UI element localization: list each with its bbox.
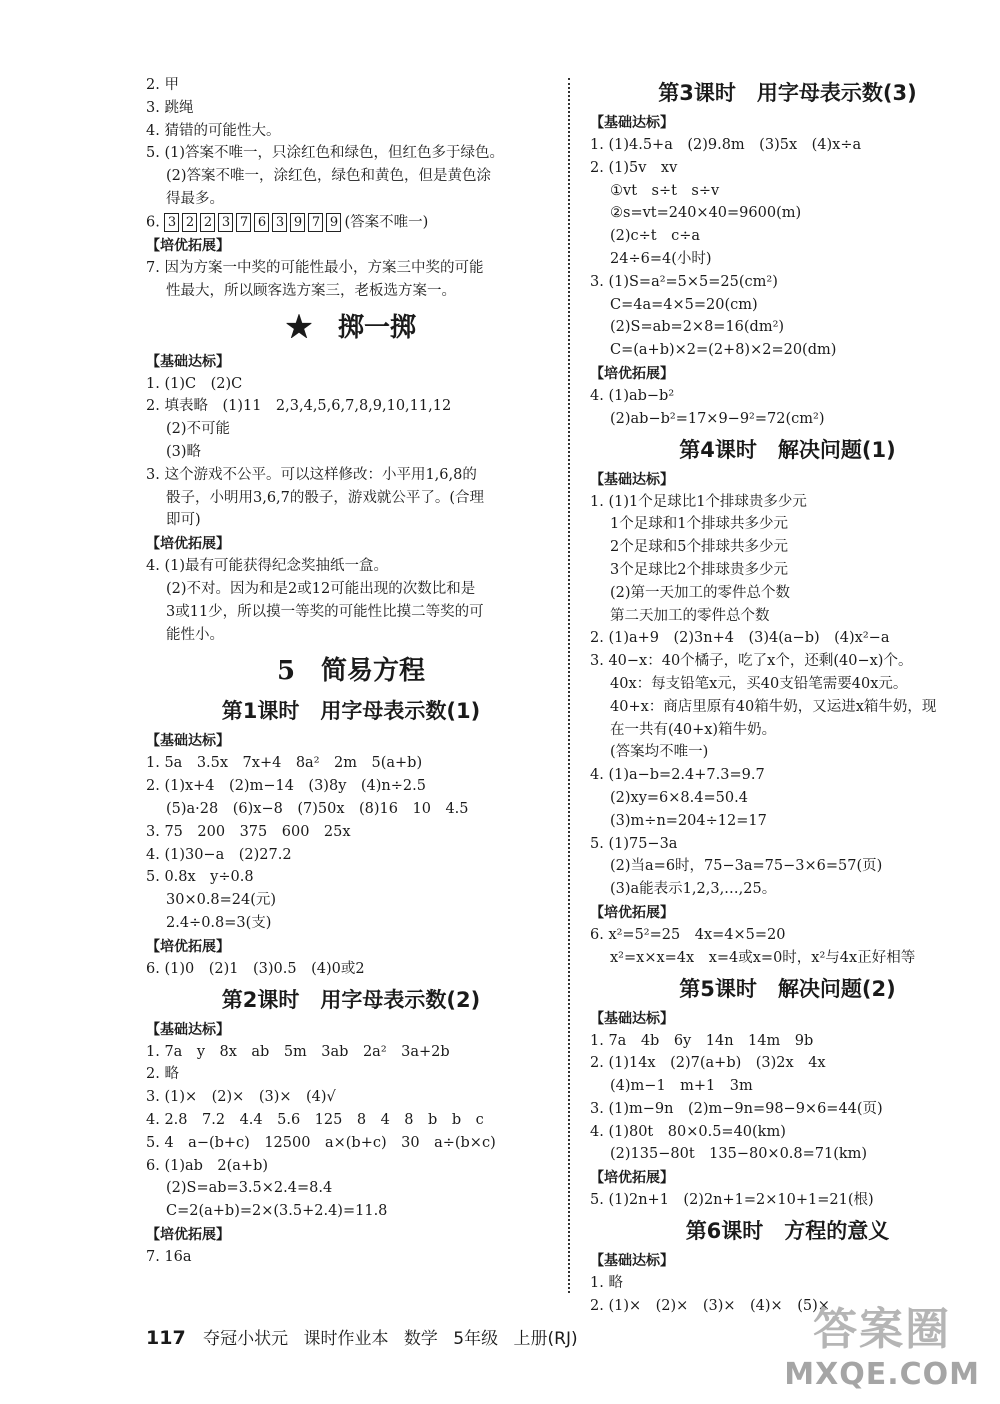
answer-line: (2)135−80t 135−80×0.8=71(km) [610, 1146, 868, 1163]
answer-line: (2)不对。因为和是2或12可能出现的次数比和是 [166, 580, 476, 597]
section-label: 【基础达标】 [590, 115, 674, 131]
answer-line: 6. (1)0 (2)1 (3)0.5 (4)0或2 [146, 960, 365, 977]
answer-line: 6. (1)ab 2(a+b) [146, 1157, 269, 1174]
answer-line: 2. (1)× (2)× (3)× (4)× (5)× [590, 1297, 830, 1314]
answer-line: 40x：每支铅笔x元，买40支铅笔需要40x元。 [610, 675, 908, 692]
subject: 数学 [403, 1329, 438, 1349]
answer-line: 5. 4 a−(b+c) 12500 a×(b+c) 30 a÷(b×c) [146, 1134, 496, 1151]
section-label: 【培优拓展】 [146, 536, 230, 553]
answer-line: 5. (1)75−3a [590, 835, 678, 852]
section-label: 【培优拓展】 [590, 1170, 674, 1187]
answer-line: (2)xy=6×8.4=50.4 [610, 789, 748, 806]
answer-line: 6. x²=5²=25 4x=4×5=20 [590, 926, 786, 943]
answer-line: 性最大，所以顾客选方案三，老板选方案一。 [166, 282, 456, 299]
digit-box: 3 [218, 213, 233, 232]
answer-line: (5)a·28 (6)x−8 (7)50x (8)16 10 4.5 [166, 800, 469, 817]
answer-line: 第二天加工的零件总个数 [610, 607, 770, 624]
answer-line: (3)a能表示1,2,3,…,25。 [610, 881, 777, 898]
answer-line: 4. (1)ab−b² [590, 387, 675, 404]
answer-line: (2)答案不唯一，涂红色，绿色和黄色，但是黄色涂 [166, 168, 492, 185]
digit-box: 2 [200, 213, 215, 232]
answer-line: 4. (1)30−a (2)27.2 [146, 846, 292, 863]
answer-line: (2)不可能 [166, 421, 231, 438]
answer-line: 2. 甲 [146, 77, 179, 93]
watermark-text: 答案圈 [813, 1304, 952, 1355]
volume: 上册(RJ) [513, 1329, 578, 1349]
section-label: 【培优拓展】 [146, 1226, 230, 1243]
answer-line: (2)c÷t c÷a [610, 228, 701, 245]
section-label: 【培优拓展】 [590, 904, 674, 921]
section-label: 【基础达标】 [590, 1253, 674, 1270]
answer-line: 得最多。 [166, 190, 224, 207]
answer-line: 3. 75 200 375 600 25x [146, 823, 351, 840]
answer-line: (2)当a=6时，75−3a=75−3×6=57(页) [610, 858, 883, 875]
column-divider [568, 78, 570, 1293]
answer-line: 1. (1)C (2)C [146, 375, 243, 392]
answer-line: C=(a+b)×2=(2+8)×2=20(dm) [610, 342, 837, 359]
book-name: 课时作业本 [303, 1329, 389, 1349]
answer-line: 3. 这个游戏不公平。可以这样修改：小平用1,6,8的 [146, 466, 477, 483]
answer-line: 4. (1)a−b=2.4+7.3=9.7 [590, 767, 765, 784]
answer-line: 4. 猜错的可能性大。 [146, 122, 281, 139]
left-column [146, 74, 556, 1269]
answer-line: 4. (1)最有可能获得纪念奖抽纸一盒。 [146, 558, 388, 575]
answer-line: 1. 7a 4b 6y 14n 14m 9b [590, 1032, 814, 1049]
answer-line: (4)m−1 m+1 3m [610, 1078, 753, 1095]
answer-line: 5. (1)答案不唯一，只涂红色和绿色，但红色多于绿色。 [146, 145, 504, 162]
answer-line: 3. (1)m−9n (2)m−9n=98−9×6=44(页) [590, 1100, 883, 1117]
answer-note: (答案不唯一) [344, 214, 429, 231]
answer-line: 2个足球和5个排球共多少元 [610, 539, 788, 556]
digit-box: 9 [290, 213, 305, 232]
answer-line: C=2(a+b)=2×(3.5+2.4)=11.8 [166, 1203, 388, 1220]
answer-line: 能性小。 [166, 626, 224, 643]
answer-line: (2)第一天加工的零件总个数 [610, 584, 791, 601]
answer-line: 在一共有(40+x)箱牛奶。 [610, 721, 777, 738]
answer-line: 4. (1)80t 80×0.5=40(km) [590, 1123, 786, 1140]
answer-line: (2)ab−b²=17×9−9²=72(cm²) [610, 410, 825, 427]
answer-line: 骰子，小明用3,6,7的骰子，游戏就公平了。(合理 [166, 489, 485, 506]
section-label: 【基础达标】 [146, 733, 230, 750]
answer-line: 2. 填表略 (1)11 2,3,4,5,6,7,8,9,10,11,12 [146, 398, 452, 415]
answer-line: 40+x：商店里原有40箱牛奶，又运进x箱牛奶，现 [610, 698, 937, 715]
answer-line: (2)S=ab=3.5×2.4=8.4 [166, 1180, 333, 1197]
lesson-heading: 第2课时 用字母表示数(2) [221, 987, 481, 1012]
lesson-heading: 第4课时 解决问题(1) [679, 437, 896, 462]
answer-line: 1. 7a y 8x ab 5m 3ab 2a² 3a+2b [146, 1043, 450, 1060]
watermark-logo [784, 1293, 980, 1392]
digit-box: 3 [164, 213, 179, 232]
digit-box: 7 [236, 213, 251, 232]
answer-line: (3)略 [166, 443, 202, 460]
answer-line: 2. (1)x+4 (2)m−14 (3)8y (4)n÷2.5 [146, 778, 426, 795]
section-label: 【培优拓展】 [146, 237, 230, 254]
digit-box: 6 [254, 213, 269, 232]
answer-line: 3或11少，所以摸一等奖的可能性比摸二等奖的可 [166, 603, 484, 620]
answer-line: 2. (1)a+9 (2)3n+4 (3)4(a−b) (4)x²−a [590, 630, 890, 647]
lesson-heading: 第5课时 解决问题(2) [679, 976, 896, 1001]
section-label: 【基础达标】 [146, 353, 230, 370]
digit-box-group [164, 211, 344, 234]
answer-line: 1个足球和1个排球共多少元 [610, 516, 788, 533]
answer-line: 1. (1)4.5+a (2)9.8m (3)5x (4)x÷a [590, 137, 862, 153]
question-number: 6. [146, 214, 165, 231]
chapter-heading: ★ 掷一掷 [285, 312, 416, 343]
answer-line: ①vt s÷t s÷v [610, 182, 720, 199]
digit-box: 3 [272, 213, 287, 232]
page-number: 117 [146, 1327, 186, 1349]
answer-line: 4. 2.8 7.2 4.4 5.6 125 8 4 8 b b c [146, 1111, 484, 1128]
right-column [590, 74, 985, 1318]
answer-line: 7. 因为方案一中奖的可能性最小，方案三中奖的可能 [146, 259, 484, 276]
answer-line: (3)m÷n=204÷12=17 [610, 812, 767, 829]
answer-line: 30×0.8=24(元) [166, 892, 277, 909]
answer-line: 3. 跳绳 [146, 99, 194, 116]
section-label: 【培优拓展】 [590, 365, 674, 382]
watermark-url: MXQE.COM [784, 1357, 980, 1392]
answer-line: (2)S=ab=2×8=16(dm²) [610, 319, 785, 336]
answer-line: 2. 略 [146, 1066, 179, 1083]
answer-line: 3. 40−x：40个橘子，吃了x个，还剩(40−x)个。 [590, 653, 913, 670]
page-footer [146, 1324, 588, 1349]
chapter-heading: 5 简易方程 [276, 656, 426, 687]
answer-line: 1. 略 [590, 1275, 623, 1292]
grade: 5年级 [453, 1329, 499, 1349]
answer-line: 2. (1)14x (2)7(a+b) (3)2x 4x [590, 1055, 826, 1072]
lesson-heading: 第3课时 用字母表示数(3) [658, 81, 917, 105]
section-label: 【基础达标】 [590, 471, 674, 488]
answer-line: 3. (1)× (2)× (3)× (4)√ [146, 1089, 336, 1106]
answer-line: x²=x×x=4x x=4或x=0时，x²与4x正好相等 [610, 949, 916, 966]
answer-boxes-line [146, 211, 556, 234]
digit-box: 9 [326, 213, 341, 232]
answer-line: 1. (1)1个足球比1个排球贵多少元 [590, 493, 807, 510]
answer-line: 2.4÷0.8=3(支) [166, 914, 272, 931]
answer-line: 2. (1)5v xv [590, 159, 678, 176]
answer-line: 3. (1)S=a²=5×5=25(cm²) [590, 273, 778, 290]
section-label: 【基础达标】 [146, 1021, 230, 1038]
answer-line: 即可) [166, 512, 201, 529]
answer-line: 5. 0.8x y÷0.8 [146, 869, 254, 886]
answer-line: (答案均不唯一) [610, 744, 709, 761]
series-name: 夺冠小状元 [203, 1329, 289, 1349]
answer-line: 5. (1)2n+1 (2)2n+1=2×10+1=21(根) [590, 1192, 874, 1209]
answer-line: 24÷6=4(小时) [610, 250, 712, 267]
section-label: 【培优拓展】 [146, 938, 230, 955]
lesson-heading: 第6课时 方程的意义 [685, 1219, 890, 1244]
answer-line: 1. 5a 3.5x 7x+4 8a² 2m 5(a+b) [146, 755, 423, 772]
answer-line: C=4a=4×5=20(cm) [610, 296, 758, 313]
answer-line: 3个足球比2个排球贵多少元 [610, 561, 788, 578]
answer-line: 7. 16a [146, 1248, 192, 1265]
lesson-heading: 第1课时 用字母表示数(1) [221, 699, 481, 724]
digit-box: 2 [182, 213, 197, 232]
answer-line: ②s=vt=240×40=9600(m) [610, 205, 802, 222]
section-label: 【基础达标】 [590, 1010, 674, 1027]
digit-box: 7 [308, 213, 323, 232]
